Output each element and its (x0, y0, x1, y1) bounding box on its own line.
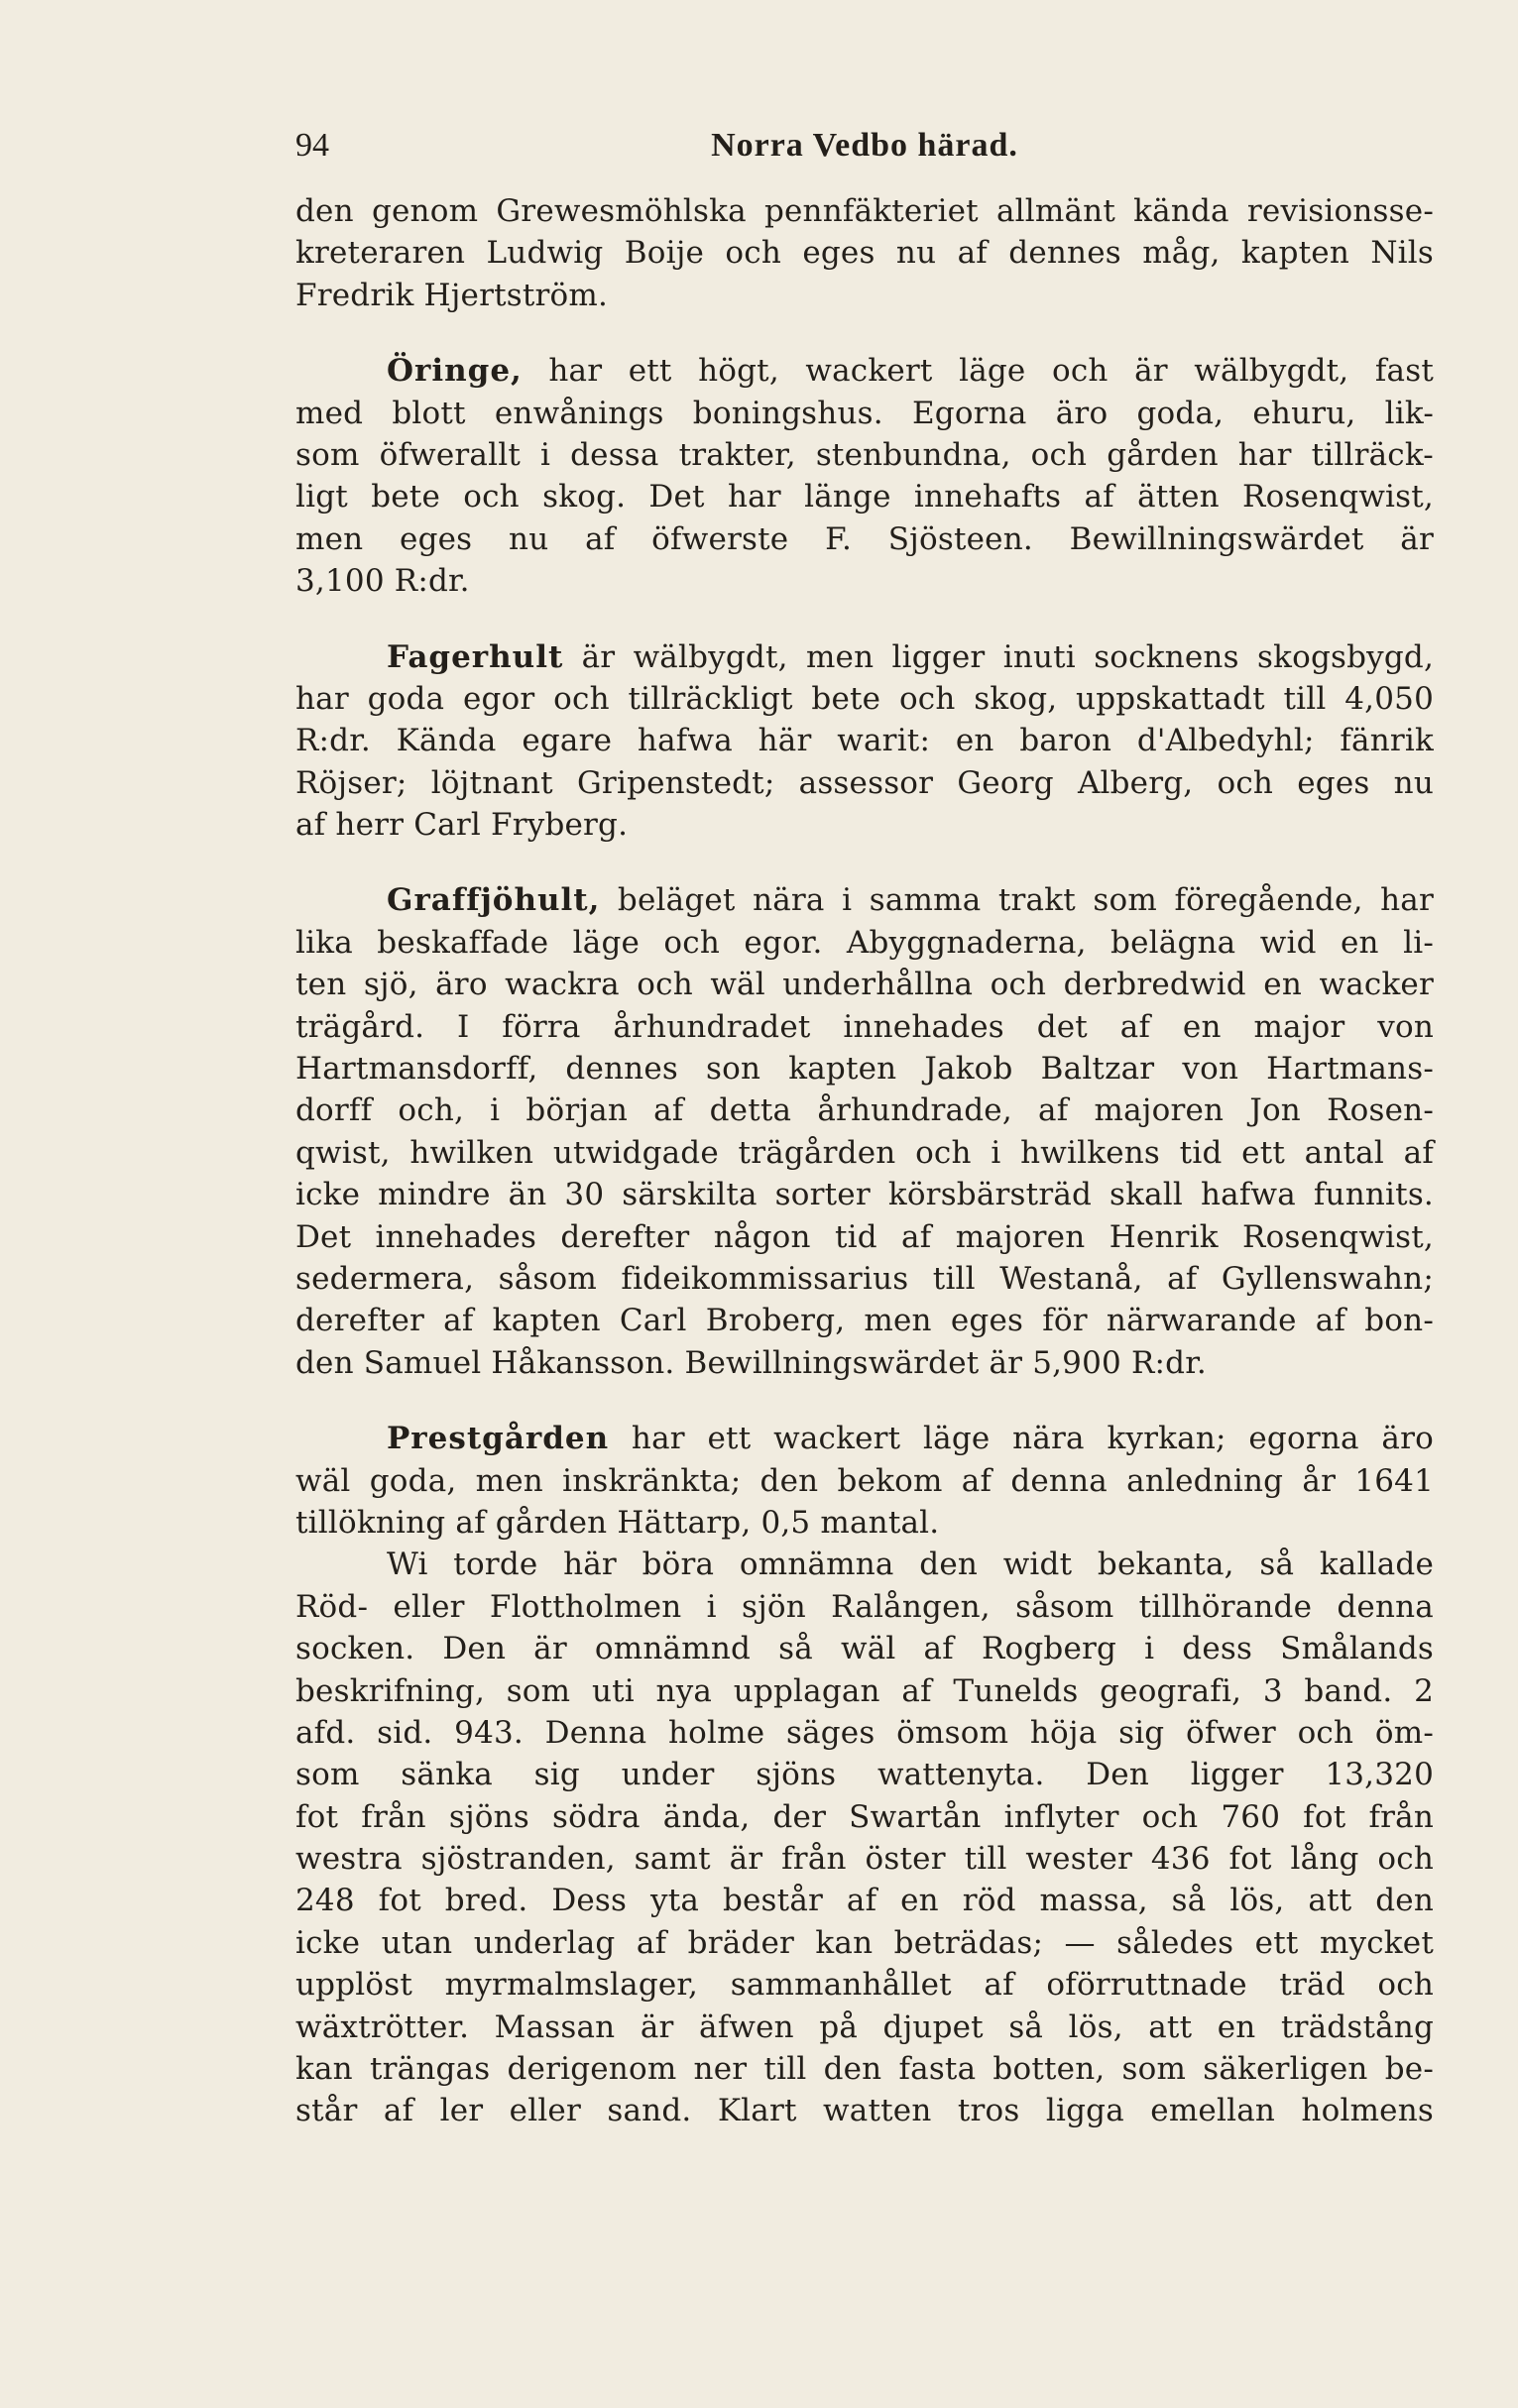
text-line: Hartmansdorff, dennes son kapten Jakob Baltzar von Hartmans- (295, 1051, 1434, 1088)
text-line: Fagerhult är wälbygdt, men ligger inuti socknens skogsbygd, (387, 638, 1434, 675)
text-line: Det innehades derefter någon tid af majoren Henrik Rosenqwist, (295, 1218, 1434, 1255)
text-line: ligt bete och skog. Det har länge innehafts af ätten Rosenqwist, (295, 479, 1434, 516)
heading-oringe: Öringe, (387, 353, 523, 390)
text-line: den genom Grewesmöhlska pennfäkteriet allmänt kända revisionsse- (295, 193, 1434, 229)
text-line: socken. Den är omnämnd så wäl af Rogberg i dess Smålands (295, 1631, 1434, 1667)
text-line: Prestgården har ett wackert läge nära kyrkan; egorna äro (387, 1421, 1434, 1457)
text-line: Öringe, har ett högt, wackert läge och är wälbygdt, fast (387, 353, 1434, 390)
text-line: westra sjöstranden, samt är från öster till wester 436 fot lång och (295, 1841, 1434, 1878)
text-line: fot från sjöns södra ända, der Swartån inflyter och 760 fot från (295, 1798, 1434, 1835)
text-line: Röd- eller Flottholmen i sjön Ralången, såsom tillhörande denna (295, 1588, 1434, 1625)
text-line: men eges nu af öfwerste F. Sjösteen. Bewillningswärdet är (295, 520, 1434, 557)
text-line: wäl goda, men inskränkta; den bekom af denna anledning år 1641 (295, 1462, 1434, 1499)
text-line: 248 fot bred. Dess yta består af en röd massa, så lös, att den (295, 1883, 1434, 1919)
text-line: Graffjöhult, beläget nära i samma trakt som föregående, har (387, 882, 1434, 919)
text-line: står af ler eller sand. Klart watten tros ligga emellan holmens (295, 2093, 1434, 2129)
text-line: Wi torde här böra omnämna den widt bekanta, så kallade (387, 1547, 1434, 1583)
heading-graffjohult: Graffjöhult, (387, 882, 601, 919)
page-number: 94 (295, 127, 329, 164)
text-line: icke utan underlag af bräder kan beträdas; — således ett mycket (295, 1924, 1434, 1961)
paragraph-intro (295, 190, 1434, 316)
text-line: af herr Carl Fryberg. (295, 807, 629, 844)
text-line: dorff och, i början af detta århundrade, af majoren Jon Rosen- (295, 1092, 1434, 1129)
paragraph-oringe (295, 350, 1434, 602)
text-line: upplöst myrmalmslager, sammanhållet af oförruttnade träd och (295, 1967, 1434, 2004)
text-line: derefter af kapten Carl Broberg, men eges för närwarande af bon- (295, 1303, 1434, 1339)
paragraph-fagerhult (295, 636, 1434, 847)
book-page (295, 127, 1434, 2132)
text-line: qwist, hwilken utwidgade trägården och i hwilkens tid ett antal af (295, 1134, 1434, 1171)
text-line: med blott enwånings boningshus. Egorna äro goda, ehuru, lik- (295, 395, 1434, 431)
paragraph-flottholmen (295, 1544, 1434, 2131)
text-line: Röjser; löjtnant Gripenstedt; assessor Georg Alberg, och eges nu (295, 764, 1434, 801)
text-line: lika beskaffade läge och egor. Abyggnaderna, belägna wid en li- (295, 924, 1434, 961)
text-line: trägård. I förra århundradet innehades det af en major von (295, 1008, 1434, 1045)
paragraph-prestgarden (295, 1418, 1434, 1544)
text-line: som sänka sig under sjöns wattenyta. Den ligger 13,320 (295, 1757, 1434, 1793)
text-line: Fredrik Hjertström. (295, 277, 609, 313)
heading-prestgarden: Prestgården (387, 1421, 610, 1457)
text-line: tillökning af gården Hättarp, 0,5 mantal. (295, 1504, 940, 1541)
text-line: R:dr. Kända egare hafwa här warit: en baron d'Albedyhl; fänrik (295, 723, 1434, 759)
text-line: den Samuel Håkansson. Bewillningswärdet är 5,900 R:dr. (295, 1344, 1207, 1381)
text-line: ten sjö, äro wackra och wäl underhållna och derbredwid en wacker (295, 967, 1434, 1003)
text-line: som öfwerallt i dessa trakter, stenbundna, och gården har tillräck- (295, 436, 1434, 473)
text-line: afd. sid. 943. Denna holme säges ömsom höja sig öfwer och öm- (295, 1714, 1434, 1751)
running-title: Norra Vedbo härad. (711, 127, 1018, 164)
text-line: kreteraren Ludwig Boije och eges nu af dennes måg, kapten Nils (295, 235, 1434, 272)
text-line: 3,100 R:dr. (295, 563, 470, 600)
heading-fagerhult: Fagerhult (387, 638, 564, 675)
text-line: beskrifning, som uti nya upplagan af Tunelds geografi, 3 band. 2 (295, 1672, 1434, 1709)
text-line: har goda egor och tillräckligt bete och skog, uppskattadt till 4,050 (295, 680, 1434, 717)
text-line: sedermera, såsom fideikommissarius till Westanå, af Gyllenswahn; (295, 1260, 1434, 1297)
text-line: kan trängas derigenom ner till den fasta botten, som säkerligen be- (295, 2051, 1434, 2088)
paragraph-graffjohult (295, 879, 1434, 1384)
text-line: wäxtrötter. Massan är äfwen på djupet så lös, att en trädstång (295, 2008, 1434, 2045)
running-head (295, 127, 1434, 186)
text-line: icke mindre än 30 särskilta sorter körsbärsträd skall hafwa funnits. (295, 1177, 1434, 1213)
